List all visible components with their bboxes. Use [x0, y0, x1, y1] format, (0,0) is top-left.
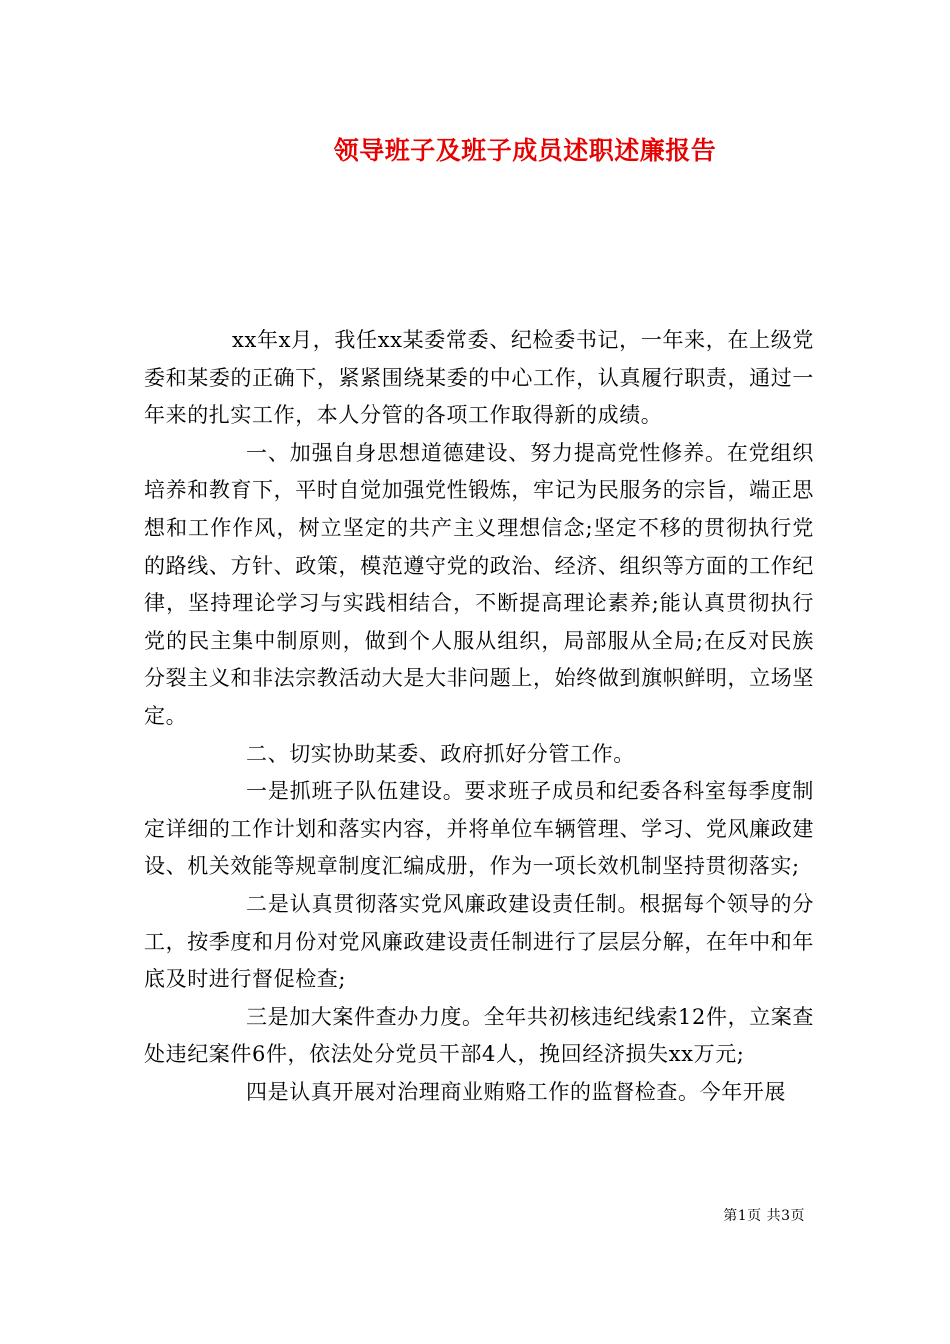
paragraph-item-3: 三是加大案件查办力度。全年共初核违纪线索12件，立案查处违纪案件6件，依法处分党员干部4人，挽回经济损失xx万元;: [144, 1004, 814, 1067]
document-title: 领导班子及班子成员述职述廉报告: [333, 136, 717, 165]
paragraph-item-2: 二是认真贯彻落实党风廉政建设责任制。根据每个领导的分工，按季度和月份对党风廉政建设责任制进行了层层分解，在年中和年底及时进行督促检查;: [144, 891, 814, 992]
paragraph-section-1: 一、加强自身思想道德建设、努力提高党性修养。在党组织培养和教育下，平时自觉加强党性锻炼，牢记为民服务的宗旨，端正思想和工作作风，树立坚定的共产主义理想信念;坚定不移的贯彻执行党的路线、方针、政策，模范遵守党的政治、经济、组织等方面的工作纪律，坚持理论学习与实践相结合，不断提高理论素养;能认真贯彻执行党的民主集中制原则，做到个人服从组织，局部服从全局;在反对民族分裂主义和非法宗教活动大是大非问题上，始终做到旗帜鲜明，立场坚定。: [144, 440, 814, 728]
paragraph-section-2: 二、切实协助某委、政府抓好分管工作。: [246, 741, 635, 766]
paragraph-item-4: 四是认真开展对治理商业贿赂工作的监督检查。今年开展: [246, 1079, 786, 1104]
page-number: 第1页 共3页: [723, 1208, 805, 1224]
paragraph-intro: xx年x月，我任xx某委常委、纪检委书记，一年来，在上级党委和某委的正确下，紧紧围绕某委的中心工作，认真履行职责，通过一年来的扎实工作，本人分管的各项工作取得新的成绩。: [144, 328, 814, 428]
paragraph-item-1: 一是抓班子队伍建设。要求班子成员和纪委各科室每季度制定详细的工作计划和落实内容，并将单位车辆管理、学习、党风廉政建设、机关效能等规章制度汇编成册，作为一项长效机制坚持贯彻落实;: [144, 779, 814, 879]
document-body: [144, 322, 814, 1111]
